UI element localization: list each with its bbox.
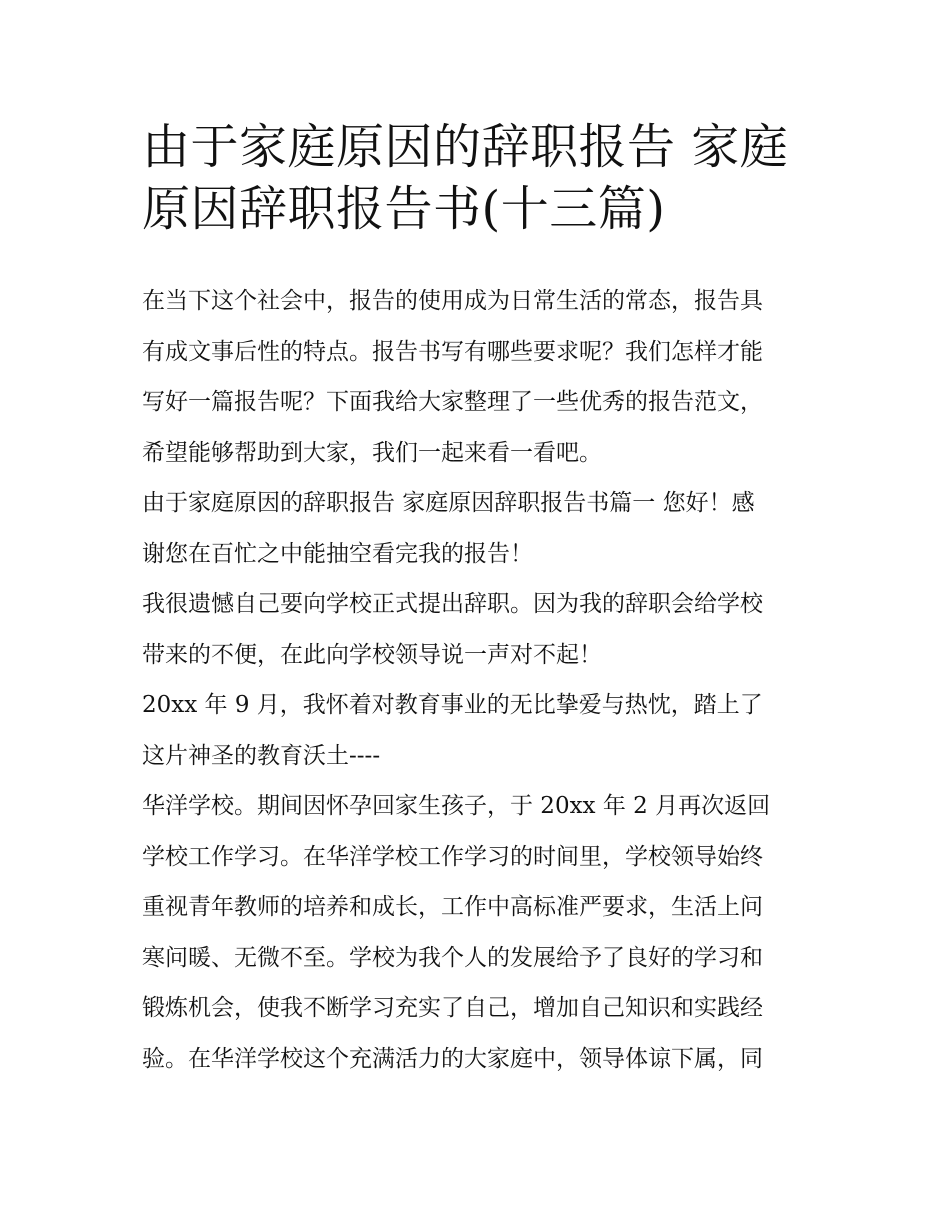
body-line-4: 希望能够帮助到大家，我们一起来看一看吧。 [142,439,602,466]
body-line-1: 在当下这个社会中，报告的使用成为日常生活的常态，报告具 [142,288,763,314]
body-line-2: 有成文事后性的特点。报告书写有哪些要求呢？我们怎样才能 [142,338,763,365]
title-line-2: 原因辞职报告书(十三篇) [142,181,666,237]
body-line-16: 验。在华洋学校这个充满活力的大家庭中，领导体谅下属，同 [142,1045,763,1072]
body-line-11: 华洋学校。期间因怀孕回家生孩子，于 20xx 年 2 月再次返回 [142,793,771,819]
body-line-13: 重视青年教师的培养和成长，工作中高标准严要求，生活上问 [142,894,763,920]
document-title [142,116,822,240]
body-line-8: 带来的不便，在此向学校领导说一声对不起！ [142,641,602,668]
document-body [142,276,814,1084]
body-line-3: 写好一篇报告呢？下面我给大家整理了一些优秀的报告范文， [142,389,763,415]
body-line-9: 20xx 年 9 月，我怀着对教育事业的无比挚爱与热忱，踏上了 [142,692,763,718]
title-line-1: 由于家庭原因的辞职报告 家庭 [142,119,789,175]
body-line-10: 这片神圣的教育沃土---- [142,742,381,769]
body-line-15: 锻炼机会，使我不断学习充实了自己，增加自己知识和实践经 [142,995,763,1021]
body-line-5: 由于家庭原因的辞职报告 家庭原因辞职报告书篇一 您好！感 [142,490,755,516]
body-line-12: 学校工作学习。在华洋学校工作学习的时间里，学校领导始终 [142,843,763,870]
body-line-7: 我很遗憾自己要向学校正式提出辞职。因为我的辞职会给学校 [142,591,763,617]
body-line-6: 谢您在百忙之中能抽空看完我的报告！ [142,540,533,567]
body-line-14: 寒问暖、无微不至。学校为我个人的发展给予了良好的学习和 [142,944,763,971]
